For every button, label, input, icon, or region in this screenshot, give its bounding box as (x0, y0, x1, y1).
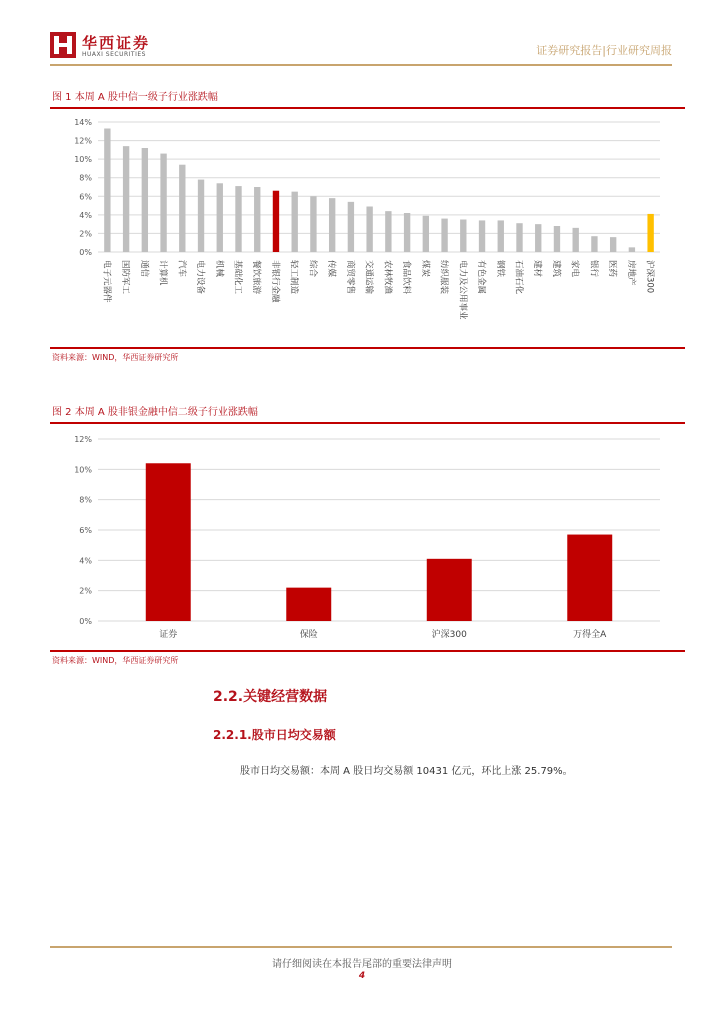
chart1-x-label: 农林牧渔 (382, 260, 393, 295)
chart1-y-tick: 10% (74, 155, 92, 165)
chart1-y-tick: 8% (79, 173, 92, 183)
company-name-cn: 华西证券 (82, 34, 151, 52)
chart1-bar (385, 211, 391, 252)
chart1-x-label: 国防军工 (120, 260, 131, 295)
chart1-x-label: 传媒 (326, 260, 337, 278)
chart1-bar (292, 192, 298, 252)
chart1-x-label: 汽车 (176, 260, 187, 278)
chart1-bar (516, 223, 522, 252)
chart2-x-label: 保险 (299, 630, 318, 640)
chart1-x-label: 银行 (588, 260, 599, 278)
chart1-bar (310, 196, 316, 252)
chart1-x-label: 有色金属 (476, 260, 487, 295)
chart1-x-label: 通信 (138, 260, 149, 278)
chart1-bar (160, 154, 166, 252)
chart2-y-tick: 0% (79, 617, 92, 626)
chart2-bar (567, 535, 612, 621)
chart1-bar (235, 186, 241, 252)
chart1-x-label: 餐饮旅游 (251, 260, 262, 295)
chart1-x-label: 医药 (607, 260, 618, 278)
chart2-x-label: 沪深300 (431, 630, 467, 640)
chart1-x-label: 建材 (532, 260, 543, 278)
body-paragraph: 股市日均交易额：本周 A 股日均交易额 10431 亿元，环比上涨 25.79%。 (240, 766, 573, 777)
chart2-y-tick: 8% (79, 495, 92, 505)
legal-notice: 请仔细阅读在本报告尾部的重要法律声明 (272, 959, 452, 970)
figure1-bottom-rule (50, 347, 685, 349)
chart1-y-tick: 4% (79, 210, 92, 220)
page-number: 4 (358, 971, 366, 981)
chart1-x-label: 煤炭 (419, 260, 430, 278)
chart1-y-tick: 2% (79, 229, 92, 239)
chart1-y-tick: 6% (79, 192, 92, 202)
chart1-x-label: 石油石化 (513, 260, 524, 295)
chart1-bar (404, 213, 410, 252)
footer-divider (50, 946, 672, 948)
chart2-bar (427, 559, 472, 621)
chart1-x-label: 计算机 (157, 260, 168, 286)
chart1-bar (329, 198, 335, 252)
figure2-source: 资料来源：WIND，华西证券研究所 (52, 656, 179, 665)
chart2-x-label: 证券 (159, 630, 178, 640)
figure1-top-rule (50, 107, 685, 109)
chart2-y-tick: 10% (74, 465, 92, 475)
chart1-x-label: 建筑 (550, 260, 561, 278)
chart1-x-label: 钢铁 (494, 260, 505, 278)
chart1-bar (535, 224, 541, 252)
chart1-bar (573, 228, 579, 252)
chart2-y-tick: 4% (79, 556, 92, 566)
chart1-bar (591, 236, 597, 252)
chart2-y-tick: 2% (79, 586, 92, 596)
chart1-bar (479, 220, 485, 252)
chart1-x-label: 纺织服装 (438, 260, 449, 295)
chart1-bar (441, 219, 447, 252)
chart1-y-tick: 14% (74, 118, 92, 127)
chart1-bar (647, 214, 653, 252)
chart1-bar (366, 207, 372, 253)
chart1-x-label: 电子元器件 (101, 260, 112, 303)
chart1-x-label: 轻工制造 (288, 260, 299, 295)
chart1-bar (460, 220, 466, 253)
chart1-bar (273, 191, 279, 252)
chart-industry-returns (50, 112, 680, 344)
chart1-bar (198, 180, 204, 252)
chart2-y-tick: 6% (79, 526, 92, 535)
report-type: 证券研究报告|行业研究周报 (536, 44, 672, 57)
chart1-bar (217, 183, 223, 252)
chart1-x-label: 家电 (569, 260, 580, 278)
chart1-x-label: 机械 (213, 260, 224, 278)
chart2-bar (286, 588, 331, 621)
chart1-x-label: 食品饮料 (401, 260, 412, 295)
chart1-bar (554, 226, 560, 252)
huaxi-logo-icon (50, 32, 76, 58)
chart1-x-label: 非银行金融 (269, 260, 280, 303)
chart1-x-label: 综合 (307, 260, 318, 278)
chart1-x-label: 基础化工 (232, 260, 243, 295)
chart1-bar (423, 216, 429, 252)
figure2-top-rule (50, 422, 685, 424)
company-name-en: HUAXI SECURITIES (82, 51, 146, 58)
chart1-bar (104, 129, 110, 253)
chart1-x-label: 交通运输 (363, 260, 374, 295)
chart1-bar (179, 165, 185, 252)
chart2-x-label: 万得全A (573, 630, 607, 640)
chart1-x-label: 房地产 (625, 260, 636, 286)
figure1-source: 资料来源：WIND，华西证券研究所 (52, 353, 179, 362)
figure2-caption: 图 2 本周 A 股非银金融中信二级子行业涨跌幅 (52, 407, 258, 418)
subsection-heading: 2.2.1.股市日均交易额 (213, 728, 336, 742)
figure1-caption: 图 1 本周 A 股中信一级子行业涨跌幅 (52, 92, 218, 103)
chart1-x-label: 电力设备 (195, 260, 206, 295)
chart1-bar (498, 220, 504, 252)
figure2-bottom-rule (50, 650, 685, 652)
chart1-x-label: 电力及公用事业 (457, 260, 468, 320)
chart1-x-label: 商贸零售 (344, 260, 355, 295)
chart2-y-tick: 12% (74, 435, 92, 444)
chart1-y-tick: 12% (74, 136, 92, 146)
chart-nonbank-returns (50, 427, 680, 649)
chart1-y-tick: 0% (79, 248, 92, 257)
chart2-bar (146, 463, 191, 621)
chart1-bar (610, 237, 616, 252)
chart1-x-label: 沪深300 (644, 260, 655, 294)
header-divider (50, 64, 672, 66)
section-heading: 2.2.关键经营数据 (213, 689, 328, 705)
chart1-bar (123, 146, 129, 252)
chart1-bar (142, 148, 148, 252)
chart1-bar (629, 247, 635, 252)
chart1-bar (348, 202, 354, 252)
chart1-bar (254, 187, 260, 252)
